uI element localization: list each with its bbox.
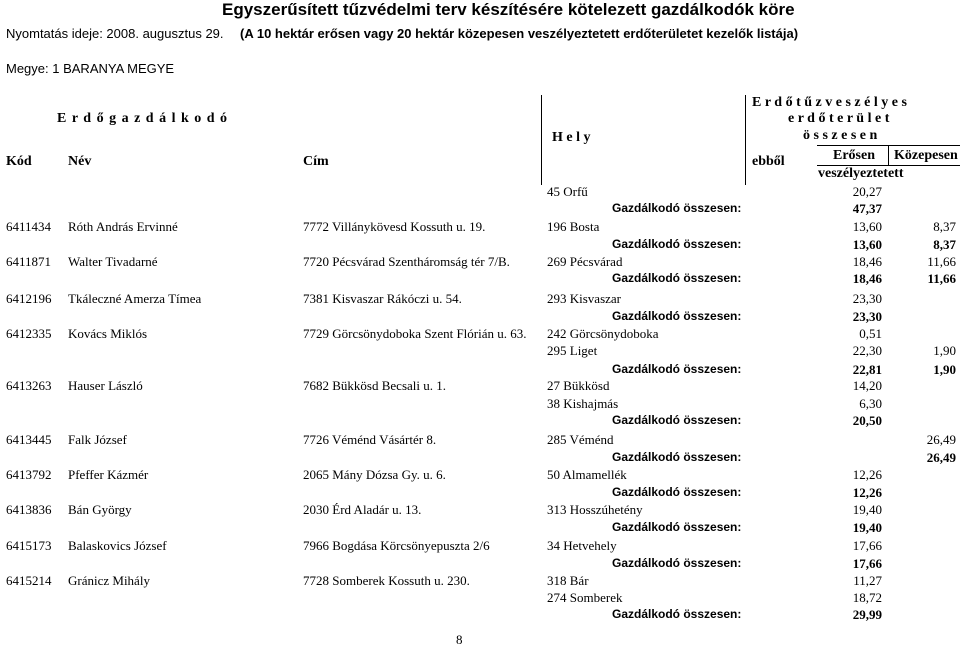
cell-highly-endangered: 12,26 [852,467,882,482]
cell-highly-endangered: 22,30 [852,343,882,358]
cell-name: Bán György [68,502,132,517]
subtotal-row [0,520,960,538]
subtotal-label: Gazdálkodó összesen: [612,362,742,376]
cell-address: 7728 Somberek Kossuth u. 230. [303,573,470,588]
county-label: Megye: 1 BARANYA MEGYE [6,61,175,76]
cell-location: 313 Hosszúhetény [547,502,643,517]
subtotal-label: Gazdálkodó összesen: [612,271,742,285]
cell-highly-endangered: 19,40 [852,520,882,535]
cell-moderately-endangered: 1,90 [933,343,956,358]
header-endangered-line1: E r d ő t ű z v e s z é l y e s [752,95,907,110]
header-endangered-line2: e r d ő t e r ü l e t [788,111,890,126]
report-title: Egyszerűsített tűzvédelmi terv készítésére kötelezett gazdálkodók köre [222,0,795,19]
cell-address: 2065 Mány Dózsa Gy. u. 6. [303,467,446,482]
cell-code: 6413263 [6,378,52,393]
cell-name: Falk József [68,432,127,447]
cell-address: 7726 Véménd Vásártér 8. [303,432,437,447]
cell-code: 6413792 [6,467,52,482]
cell-code: 6412335 [6,326,52,341]
table-row [0,396,960,414]
cell-address: 7720 Pécsvárad Szentháromság tér 7/B. [303,254,510,269]
cell-address: 2030 Érd Aladár u. 13. [303,502,422,517]
cell-location: 50 Almamellék [547,467,627,482]
table-row [0,467,960,485]
table-row [0,573,960,591]
header-cim: Cím [303,154,329,169]
cell-moderately-endangered: 11,66 [927,254,956,269]
cell-address: 7729 Görcsönydoboka Szent Flórián u. 63. [303,326,527,341]
cell-location: 274 Somberek [547,590,623,605]
table-row [0,538,960,556]
cell-location: 295 Liget [547,343,598,358]
subtotal-row [0,485,960,503]
header-subgroup-divider [888,145,889,165]
table-row [0,432,960,450]
cell-name: Kovács Miklós [68,326,148,341]
header-veszelyeztetett: veszélyeztetett [818,166,904,181]
subtotal-label: Gazdálkodó összesen: [612,237,742,251]
cell-location: 269 Pécsvárad [547,254,623,269]
subtotal-row [0,201,960,219]
header-ebbol: ebből [752,154,785,169]
cell-address: 7772 Villánykövesd Kossuth u. 19. [303,219,486,234]
print-date: Nyomtatás ideje: 2008. augusztus 29. [6,26,224,41]
cell-highly-endangered: 6,30 [859,396,882,411]
cell-highly-endangered: 17,66 [852,556,882,571]
cell-highly-endangered: 0,51 [859,326,882,341]
cell-code: 6415214 [6,573,52,588]
subtotal-row [0,237,960,255]
header-nev: Név [68,154,92,169]
header-divider-right [745,95,746,185]
cell-highly-endangered: 14,20 [852,378,882,393]
cell-highly-endangered: 13,60 [852,237,882,252]
subtotal-label: Gazdálkodó összesen: [612,413,742,427]
cell-name: Balaskovics József [68,538,167,553]
cell-code: 6413836 [6,502,52,517]
cell-code: 6413445 [6,432,52,447]
table-row [0,590,960,608]
subtotal-row [0,271,960,289]
cell-highly-endangered: 17,66 [852,538,882,553]
cell-moderately-endangered: 1,90 [933,362,956,377]
header-erosen: Erősen [833,148,875,163]
subtotal-label: Gazdálkodó összesen: [612,607,742,621]
subtotal-row [0,450,960,468]
table-row [0,254,960,272]
header-hely: H e l y [552,130,591,145]
header-owner-group: E r d ő g a z d á l k o d ó [57,111,229,126]
header-kod: Kód [6,154,32,169]
cell-address: 7381 Kisvaszar Rákóczi u. 54. [303,291,462,306]
table-row [0,378,960,396]
cell-highly-endangered: 19,40 [852,502,882,517]
cell-code: 6412196 [6,291,52,306]
table-row [0,184,960,202]
cell-name: Tkáleczné Amerza Tímea [68,291,202,306]
cell-location: 318 Bár [547,573,589,588]
cell-location: 293 Kisvaszar [547,291,622,306]
cell-highly-endangered: 13,60 [852,219,882,234]
cell-highly-endangered: 23,30 [852,291,882,306]
cell-location: 285 Véménd [547,432,614,447]
subtotal-label: Gazdálkodó összesen: [612,450,742,464]
subtotal-row [0,556,960,574]
cell-moderately-endangered: 8,37 [933,219,956,234]
cell-address: 7966 Bogdása Körcsönyepuszta 2/6 [303,538,490,553]
cell-highly-endangered: 11,27 [853,573,882,588]
table-row [0,326,960,344]
subtotal-row [0,413,960,431]
header-divider-left [541,95,542,185]
subtotal-row [0,607,960,625]
cell-highly-endangered: 18,72 [852,590,882,605]
cell-moderately-endangered: 11,66 [927,271,956,286]
subtotal-label: Gazdálkodó összesen: [612,309,742,323]
cell-location: 45 Orfű [547,184,588,199]
cell-name: Walter Tivadarné [68,254,158,269]
cell-highly-endangered: 29,99 [852,607,882,622]
cell-location: 196 Bosta [547,219,600,234]
cell-highly-endangered: 22,81 [852,362,882,377]
table-row [0,343,960,361]
cell-moderately-endangered: 8,37 [933,237,956,252]
cell-location: 34 Hetvehely [547,538,617,553]
cell-highly-endangered: 12,26 [852,485,882,500]
cell-highly-endangered: 47,37 [852,201,882,216]
cell-highly-endangered: 20,27 [852,184,882,199]
report-subtitle: (A 10 hektár erősen vagy 20 hektár közepesen veszélyeztetett erdőterületet kezelők listája) [240,26,799,41]
cell-location: 27 Bükkösd [547,378,610,393]
subtotal-label: Gazdálkodó összesen: [612,201,742,215]
table-row [0,502,960,520]
cell-highly-endangered: 18,46 [852,254,882,269]
cell-name: Gránicz Mihály [68,573,150,588]
cell-name: Pfeffer Kázmér [68,467,149,482]
page-number: 8 [456,632,463,647]
header-kozepesen: Közepesen [894,148,958,163]
table-row [0,219,960,237]
cell-highly-endangered: 23,30 [852,309,882,324]
cell-code: 6411434 [6,219,52,234]
cell-highly-endangered: 20,50 [852,413,882,428]
subtotal-label: Gazdálkodó összesen: [612,485,742,499]
cell-address: 7682 Bükkösd Becsali u. 1. [303,378,446,393]
header-endangered-line3: ö s s z e s e n [803,128,878,143]
cell-name: Hauser László [68,378,143,393]
cell-location: 38 Kishajmás [547,396,619,411]
cell-code: 6411871 [6,254,52,269]
cell-moderately-endangered: 26,49 [926,432,956,447]
cell-moderately-endangered: 26,49 [926,450,956,465]
table-row [0,291,960,309]
cell-location: 242 Görcsönydoboka [547,326,659,341]
subtotal-row [0,309,960,327]
cell-code: 6415173 [6,538,52,553]
cell-highly-endangered: 18,46 [852,271,882,286]
cell-name: Róth András Ervinné [68,219,178,234]
subtotal-label: Gazdálkodó összesen: [612,556,742,570]
subtotal-label: Gazdálkodó összesen: [612,520,742,534]
